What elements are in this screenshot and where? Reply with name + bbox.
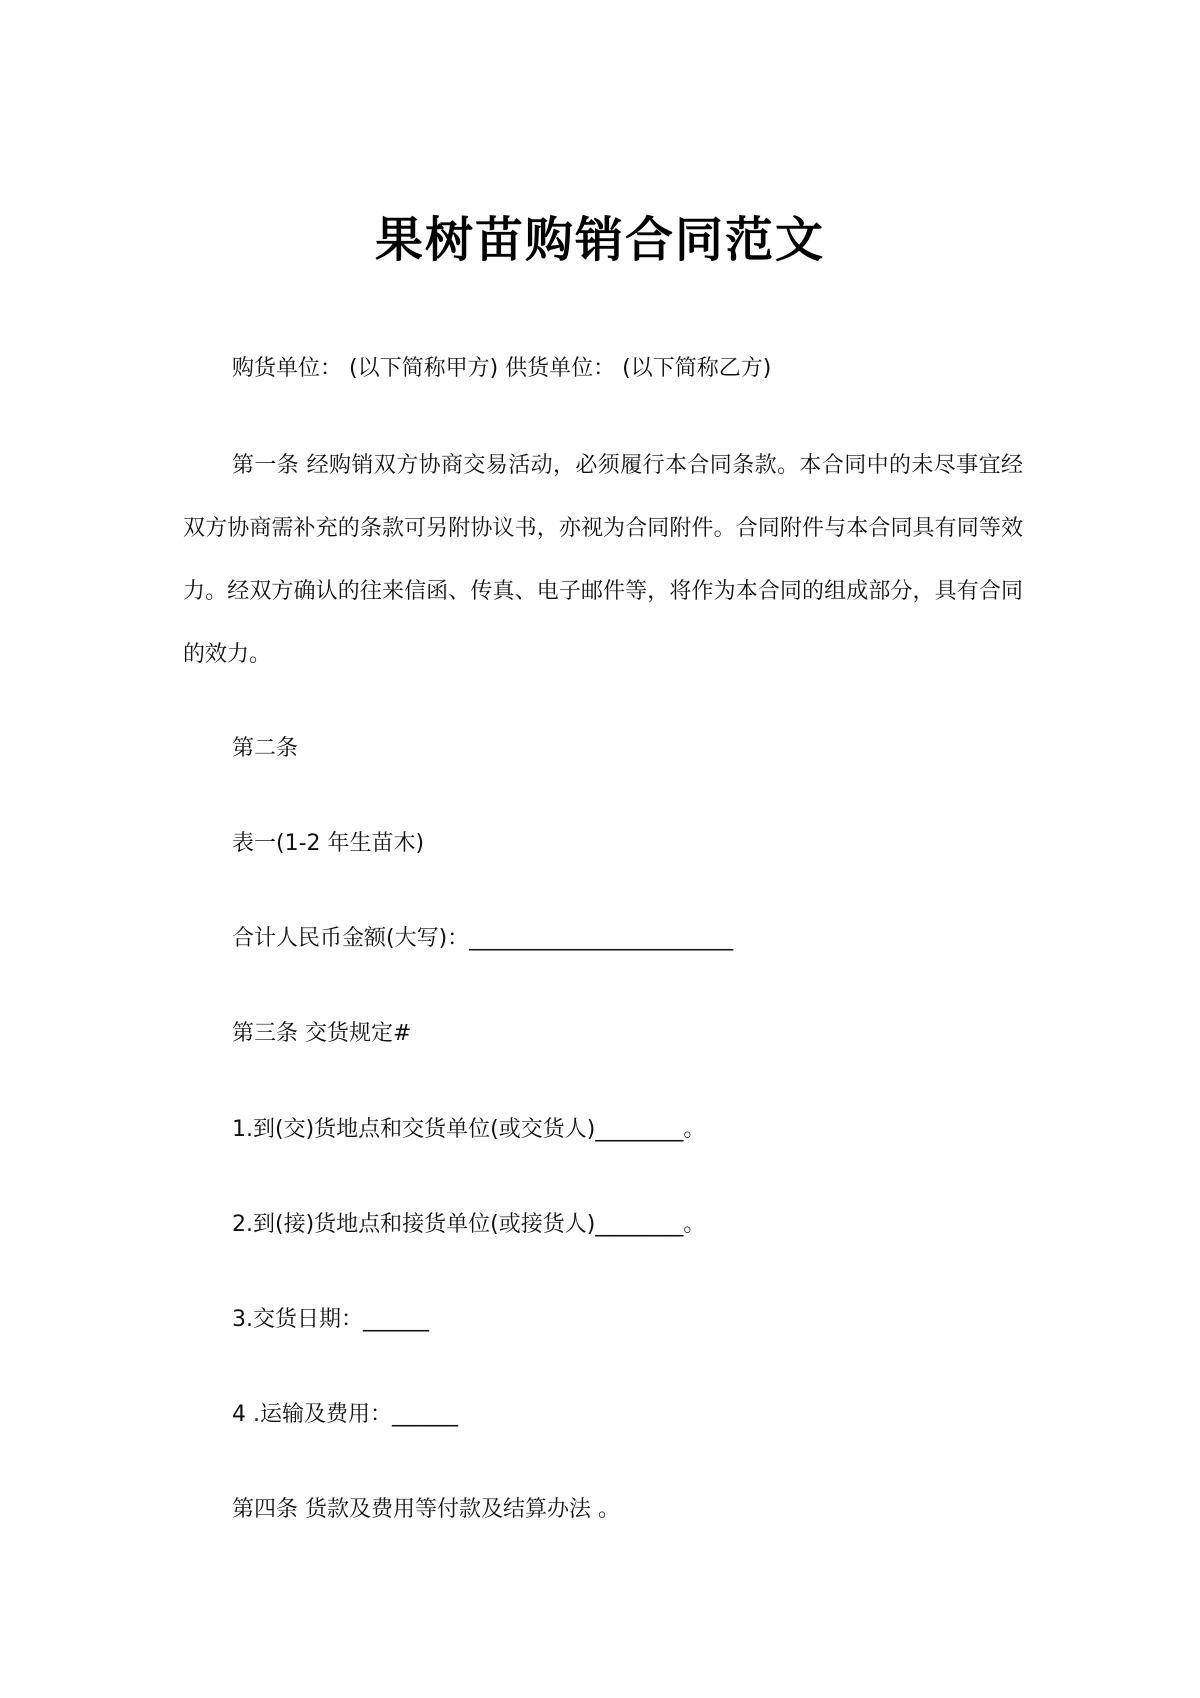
document-title: 果树苗购销合同范文: [374, 212, 825, 268]
parties-line: 购货单位： (以下简称甲方) 供货单位： (以下简称乙方): [232, 356, 772, 381]
article-2-heading: 第二条: [232, 736, 299, 761]
delivery-item-2: 2.到(接)货地点和接货单位(或接货人)________。: [232, 1212, 706, 1237]
table-1-label: 表一(1-2 年生苗木): [232, 831, 425, 856]
article-1-paragraph: 第一条 经购销双方协商交易活动，必须履行本合同条款。本合同中的未尽事宜经双方协商需补充的条款可另附协议书，亦视为合同附件。合同附件与本合同具有同等效力。经双方确认的往来信函、传真、电子邮件等，将作为本合同的组成部分，具有合同的效力。: [183, 453, 1023, 667]
article-4-heading: 第四条 货款及费用等付款及结算办法 。: [232, 1497, 620, 1522]
total-amount-line: 合计人民币金额(大写)：________________________: [232, 926, 734, 951]
article-3-heading: 第三条 交货规定#: [232, 1021, 412, 1046]
delivery-item-4: 4 .运输及费用：______: [232, 1402, 458, 1427]
delivery-item-3: 3.交货日期：______: [232, 1307, 429, 1332]
delivery-item-1: 1.到(交)货地点和交货单位(或交货人)________。: [232, 1117, 706, 1142]
